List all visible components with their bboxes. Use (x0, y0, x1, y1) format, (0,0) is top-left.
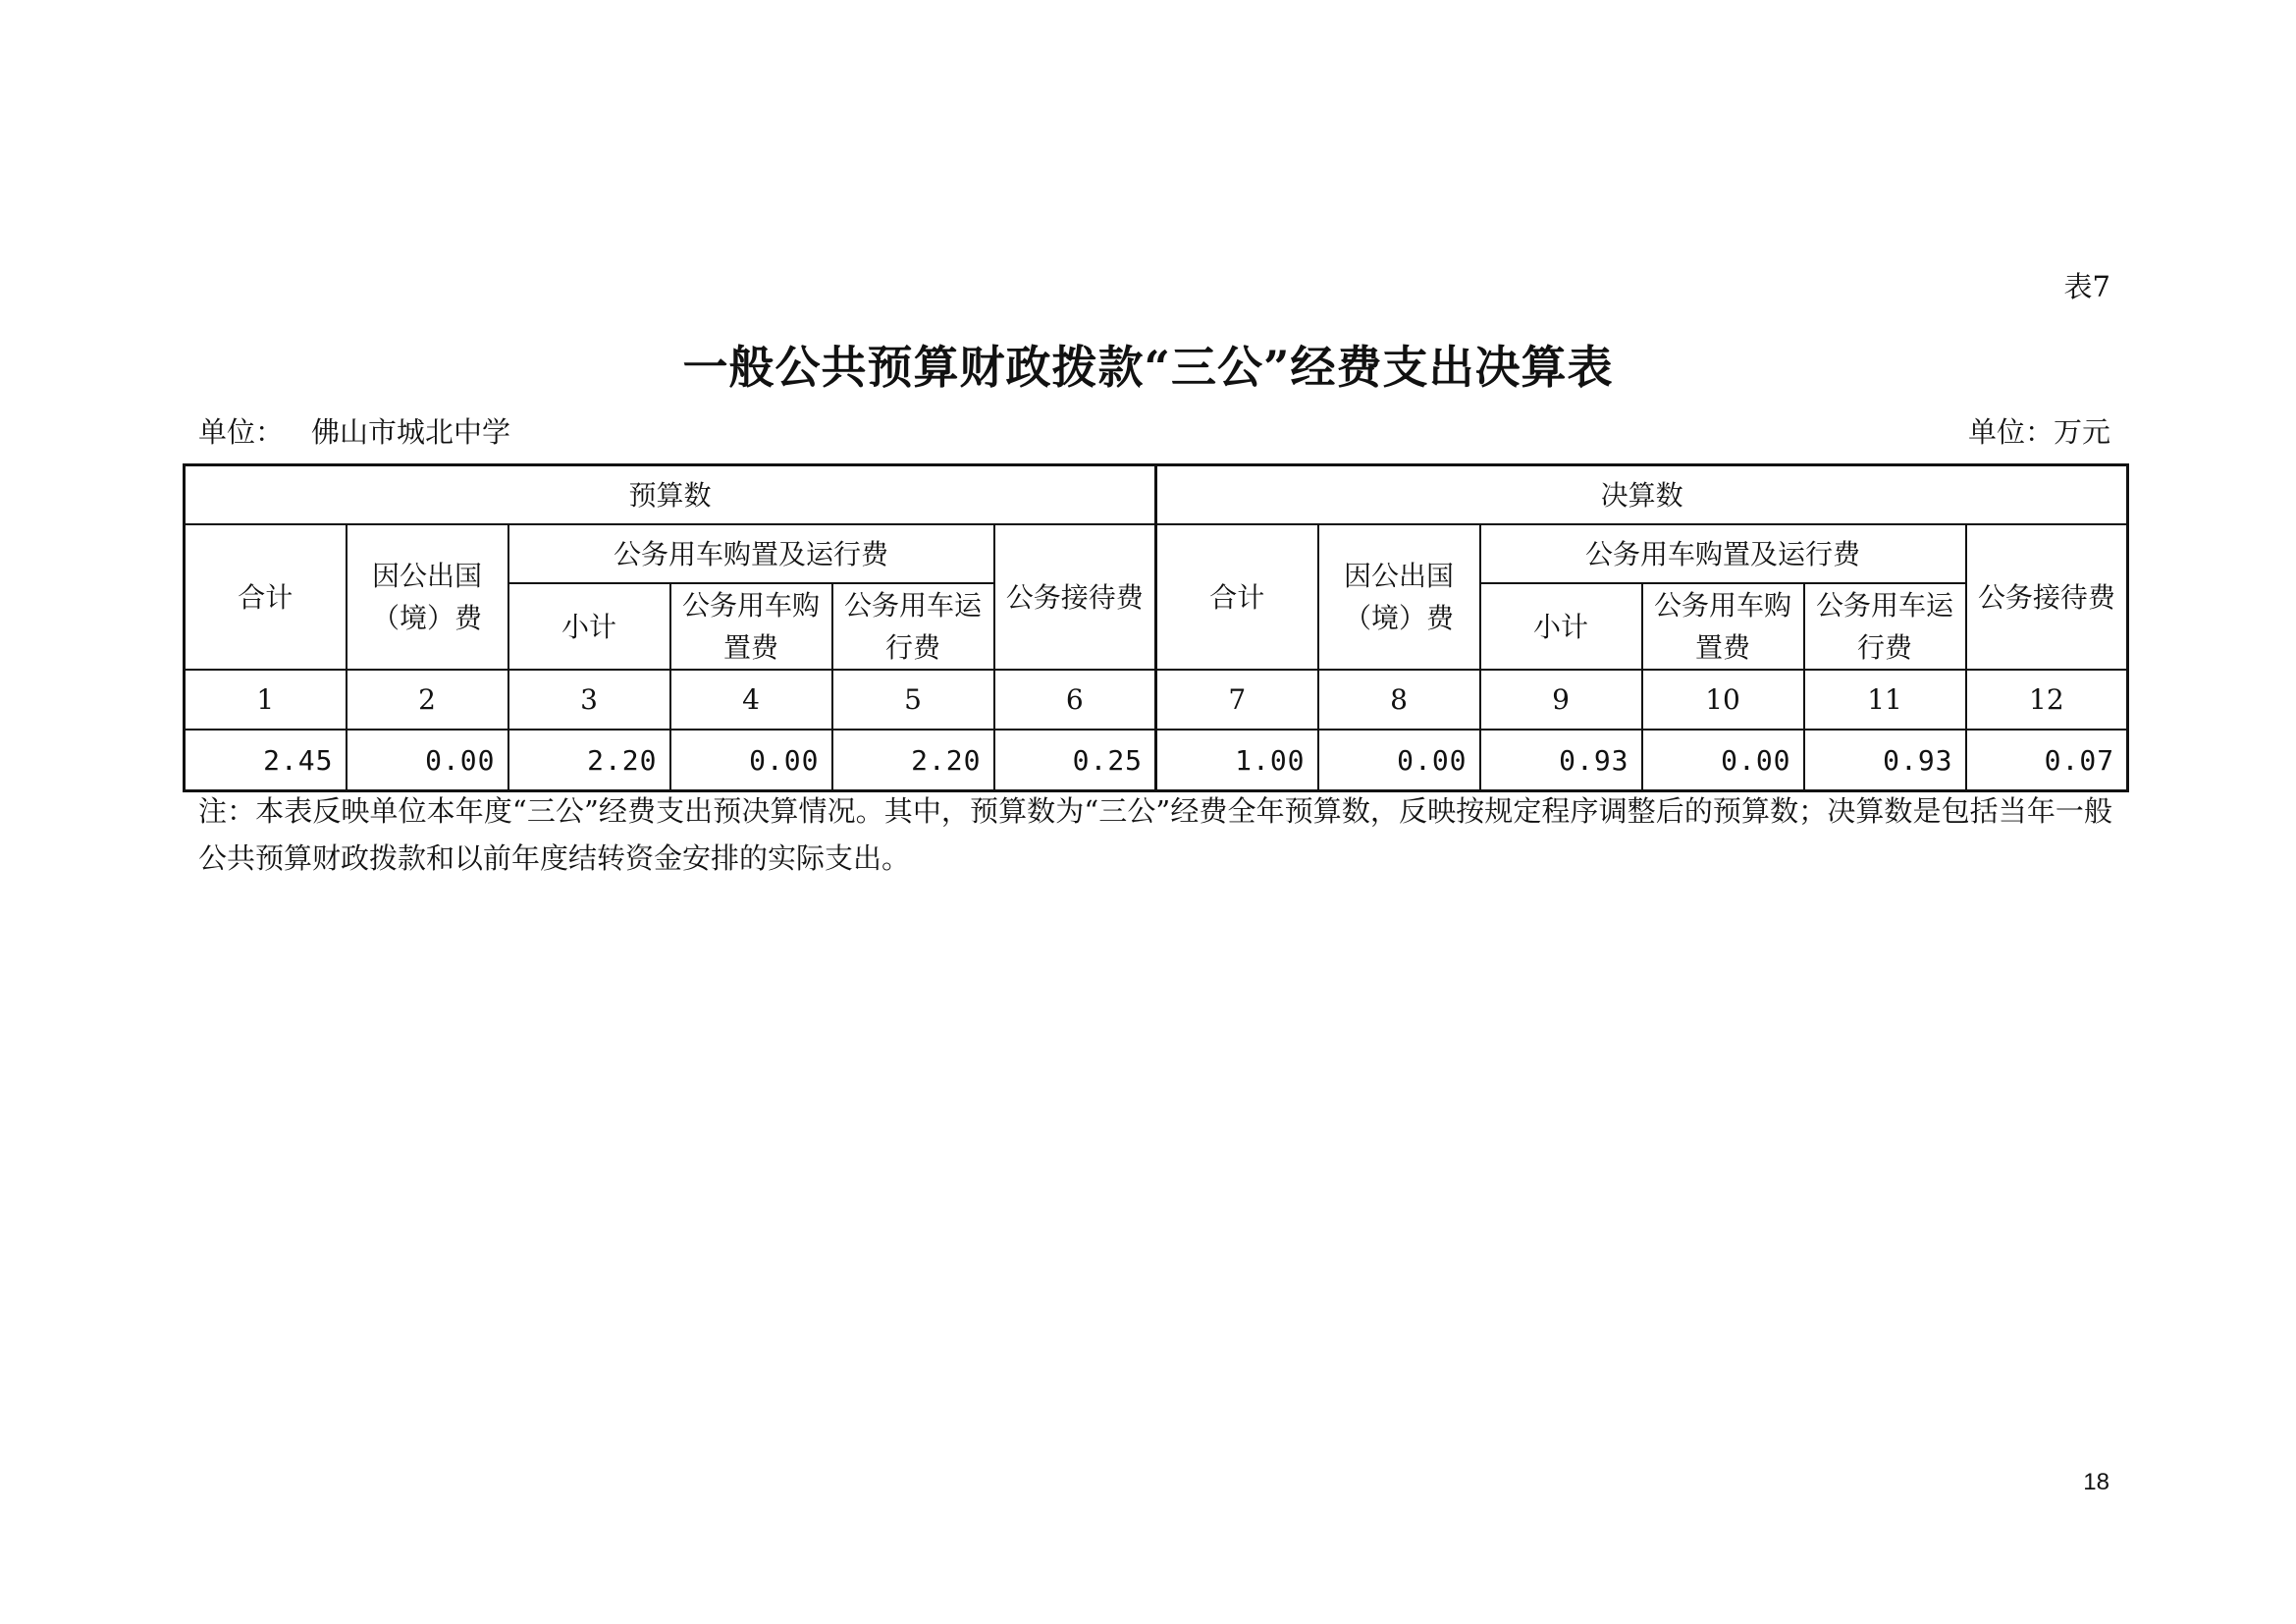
value-cell: 0.93 (1480, 730, 1642, 791)
table-number: 表7 (2063, 270, 2110, 303)
reporting-unit-name: 佛山市城北中学 (311, 415, 511, 449)
final-vehicle-operation-header: 公务用车运行费 (1804, 583, 1966, 670)
index-cell: 10 (1642, 670, 1804, 730)
final-total-header: 合计 (1156, 524, 1318, 670)
index-cell: 7 (1156, 670, 1318, 730)
index-cell: 12 (1966, 670, 2128, 730)
index-cell: 8 (1318, 670, 1480, 730)
value-cell: 1.00 (1156, 730, 1318, 791)
index-cell: 6 (994, 670, 1156, 730)
budget-reception-header: 公务接待费 (994, 524, 1156, 670)
budget-total-header: 合计 (185, 524, 347, 670)
final-group-header: 决算数 (1156, 465, 2128, 525)
final-vehicle-header: 公务用车购置及运行费 (1480, 524, 1966, 583)
value-cell: 0.25 (994, 730, 1156, 791)
budget-subtotal-header: 小计 (508, 583, 670, 670)
final-abroad-header: 因公出国（境）费 (1318, 524, 1480, 670)
table-note: 注：本表反映单位本年度“三公”经费支出预决算情况。其中，预算数为“三公”经费全年预算数，反映按规定程序调整后的预算数；决算数是包括当年一般公共预算财政拨款和以前年度结转资金安排的实际支出。 (198, 794, 2112, 875)
budget-vehicle-purchase-header: 公务用车购置费 (670, 583, 832, 670)
final-vehicle-purchase-header: 公务用车购置费 (1642, 583, 1804, 670)
index-cell: 9 (1480, 670, 1642, 730)
reporting-unit (198, 410, 510, 451)
reporting-unit-label: 单位： (198, 415, 285, 449)
index-cell: 5 (832, 670, 994, 730)
value-cell: 0.93 (1804, 730, 1966, 791)
value-cell: 0.00 (670, 730, 832, 791)
budget-vehicle-operation-header: 公务用车运行费 (832, 583, 994, 670)
index-cell: 3 (508, 670, 670, 730)
index-cell: 4 (670, 670, 832, 730)
budget-vehicle-header: 公务用车购置及运行费 (508, 524, 994, 583)
value-cell: 2.20 (832, 730, 994, 791)
value-cell: 0.00 (1318, 730, 1480, 791)
currency-unit: 单位：万元 (1967, 415, 2110, 449)
three-public-expenses-table (183, 463, 2129, 792)
final-subtotal-header: 小计 (1480, 583, 1642, 670)
value-cell: 2.45 (185, 730, 347, 791)
column-index-row (185, 670, 2128, 730)
value-cell: 0.00 (347, 730, 508, 791)
index-cell: 1 (185, 670, 347, 730)
budget-abroad-header: 因公出国（境）费 (347, 524, 508, 670)
page-number: 18 (2083, 1469, 2109, 1495)
index-cell: 2 (347, 670, 508, 730)
values-row (185, 730, 2128, 791)
final-reception-header: 公务接待费 (1966, 524, 2128, 670)
page-title: 一般公共预算财政拨款“三公”经费支出决算表 (682, 341, 1614, 394)
budget-group-header: 预算数 (185, 465, 1156, 525)
index-cell: 11 (1804, 670, 1966, 730)
column-header-row (185, 524, 2128, 583)
group-header-row (185, 465, 2128, 525)
value-cell: 0.00 (1642, 730, 1804, 791)
value-cell: 0.07 (1966, 730, 2128, 791)
value-cell: 2.20 (508, 730, 670, 791)
